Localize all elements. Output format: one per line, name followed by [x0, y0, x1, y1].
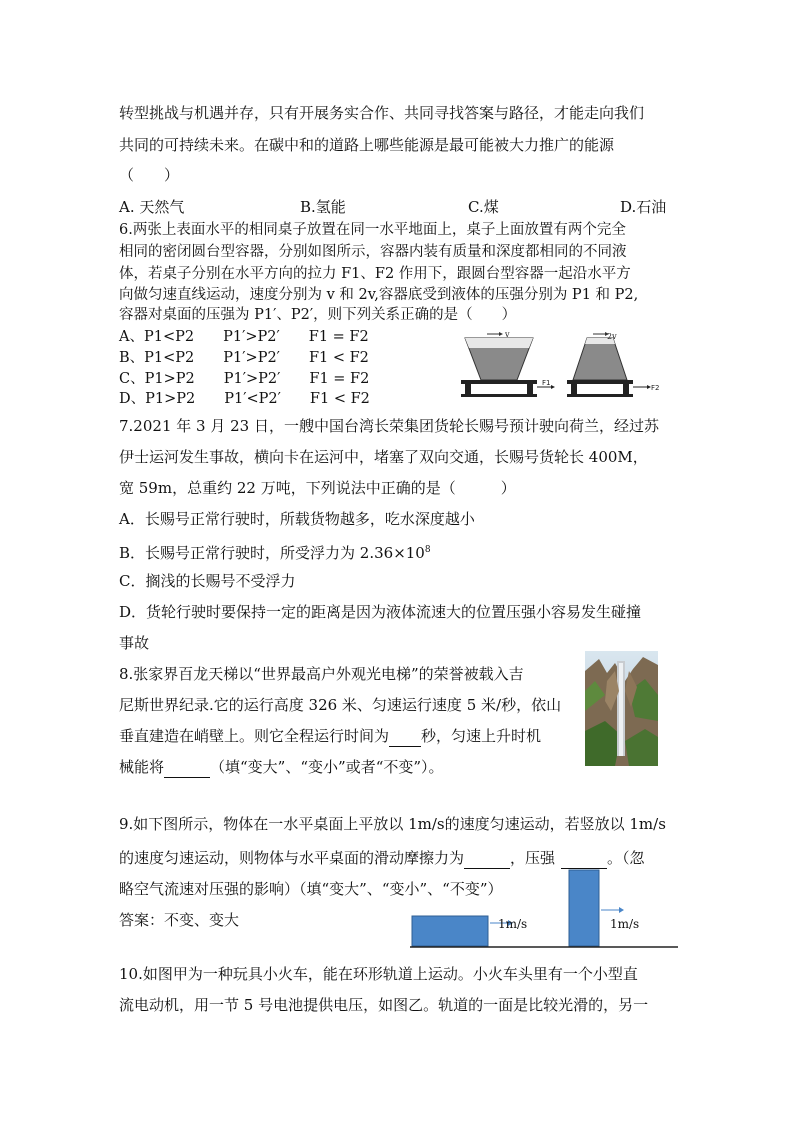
q7-option-b: [119, 540, 431, 563]
q10-line-2: 流电动机，用一节 5 号电池提供电压，如图乙。轨道的一面是比较光滑的，另一: [119, 996, 649, 1014]
q9-line-2-end: 。（忽: [607, 849, 645, 867]
q9-figure: [408, 868, 680, 952]
q8-line-2: 尼斯世界纪录.它的运行高度 326 米、匀速运行速度 5 米/秒，依山: [119, 696, 562, 714]
q7-line-2: 伊士运河发生事故，横向卡在运河中，堵塞了双向交通，长赐号货轮长 400M，: [119, 448, 648, 466]
elevator-photo: [585, 651, 658, 766]
q6-option-c: C、P1>P2 P1′>P2′ F1 = F2: [119, 371, 370, 387]
label-f2: F2: [651, 384, 660, 392]
q9-line-2: [119, 848, 645, 869]
option-b: B.氢能: [300, 198, 346, 216]
q8-blank-1[interactable]: [389, 726, 421, 747]
q8-line-4-end: （填“变大”、“变小”或者“不变”）。: [210, 758, 444, 776]
q8-line-3-end: 秒，匀速上升时机: [421, 727, 542, 745]
q8-line-4: [119, 757, 444, 778]
q6-line-5: 容器对桌面的压强为 P1′、P2′，则下列关系正确的是（ ）: [119, 307, 517, 323]
q9-line-2-mid: ，压强: [510, 849, 556, 867]
intro-line-3: （ ）: [119, 166, 180, 184]
q9-line-2-start: 的速度匀速运动，则物体与水平桌面的滑动摩擦力为: [119, 849, 465, 867]
q6-option-a: A、P1<P2 P1′>P2′ F1 = F2: [119, 329, 369, 345]
q7-option-b-exponent: 8: [424, 545, 431, 555]
option-a: A. 天然气: [119, 198, 185, 216]
q7-line-3: 宽 59m，总重约 22 万吨，下列说法中正确的是（ ）: [119, 479, 516, 497]
q6-line-1: 6.两张上表面水平的相同桌子放置在同一水平地面上，桌子上面放置有两个完全: [119, 222, 626, 238]
block-flat: [412, 916, 488, 946]
speed-right: 1m/s: [610, 917, 640, 931]
q6-line-4: 向做匀速直线运动，速度分别为 v 和 2v,容器底受到液体的压强分别为 P1 和 P2,: [119, 287, 639, 303]
table-left: [461, 380, 537, 384]
intro-line-2: 共同的可持续未来。在碳中和的道路上哪些能源是最可能被大力推广的能源: [119, 136, 615, 154]
q7-option-c: C．搁浅的长赐号不受浮力: [119, 572, 296, 590]
q8-line-4-start: 械能将: [119, 758, 165, 776]
q6-line-3: 体，若桌子分别在水平方向的拉力 F1、F2 作用下，跟圆台型容器一起沿水平方: [119, 266, 631, 282]
q9-blank-2[interactable]: [561, 848, 607, 869]
q8-line-3: [119, 726, 541, 747]
q10-line-1: 10.如图甲为一种玩具小火车，能在环形轨道上运动。小火车头里有一个小型直: [119, 965, 638, 983]
q6-figure: [455, 330, 680, 402]
label-f1: F1: [542, 379, 551, 387]
q8-line-1: 8.张家界百龙天梯以“世界最高户外观光电梯”的荣誉被载入吉: [119, 665, 524, 683]
block-upright: [569, 870, 599, 946]
q9-line-1: 9.如下图所示，物体在一水平桌面上平放以 1m/s的速度匀速运动，若竖放以 1m/s: [119, 815, 666, 833]
q7-line-1: 7.2021 年 3 月 23 日，一艘中国台湾长荣集团货轮长赐号预计驶向荷兰，经过苏: [119, 417, 659, 435]
q8-line-3-start: 垂直建造在峭壁上。则它全程运行时间为: [119, 727, 390, 745]
label-v: v: [505, 330, 510, 339]
label-2v: 2v: [607, 332, 617, 341]
q7-option-b-text: B．长赐号正常行驶时，所受浮力为 2.36×10: [119, 544, 425, 562]
speed-left: 1m/s: [498, 917, 528, 931]
container-right: [573, 338, 627, 380]
q8-blank-2[interactable]: [164, 757, 210, 778]
option-d: D.石油: [620, 198, 667, 216]
q9-blank-1[interactable]: [464, 848, 510, 869]
q6-line-2: 相同的密闭圆台型容器，分别如图所示，容器内装有质量和深度都相同的不同液: [119, 244, 627, 260]
q6-option-d: D、P1>P2 P1′<P2′ F1 < F2: [119, 391, 370, 407]
q7-option-d: D．货轮行驶时要保持一定的距离是因为液体流速大的位置压强小容易发生碰撞: [119, 603, 642, 621]
table-right: [567, 380, 633, 384]
option-c: C.煤: [468, 198, 499, 216]
intro-line-1: 转型挑战与机遇并存，只有开展务实合作、共同寻找答案与路径，才能走向我们: [119, 104, 645, 122]
q7-option-a: A．长赐号正常行驶时，所载货物越多，吃水深度越小: [119, 510, 475, 528]
q9-answer: 答案：不变、变大: [119, 911, 240, 929]
q6-option-b: B、P1<P2 P1′>P2′ F1 < F2: [119, 350, 369, 366]
q7-option-d-cont: 事故: [119, 634, 150, 652]
q9-line-3: 略空气流速对压强的影响）（填“变大”、“变小”、“不变”）: [119, 880, 503, 898]
